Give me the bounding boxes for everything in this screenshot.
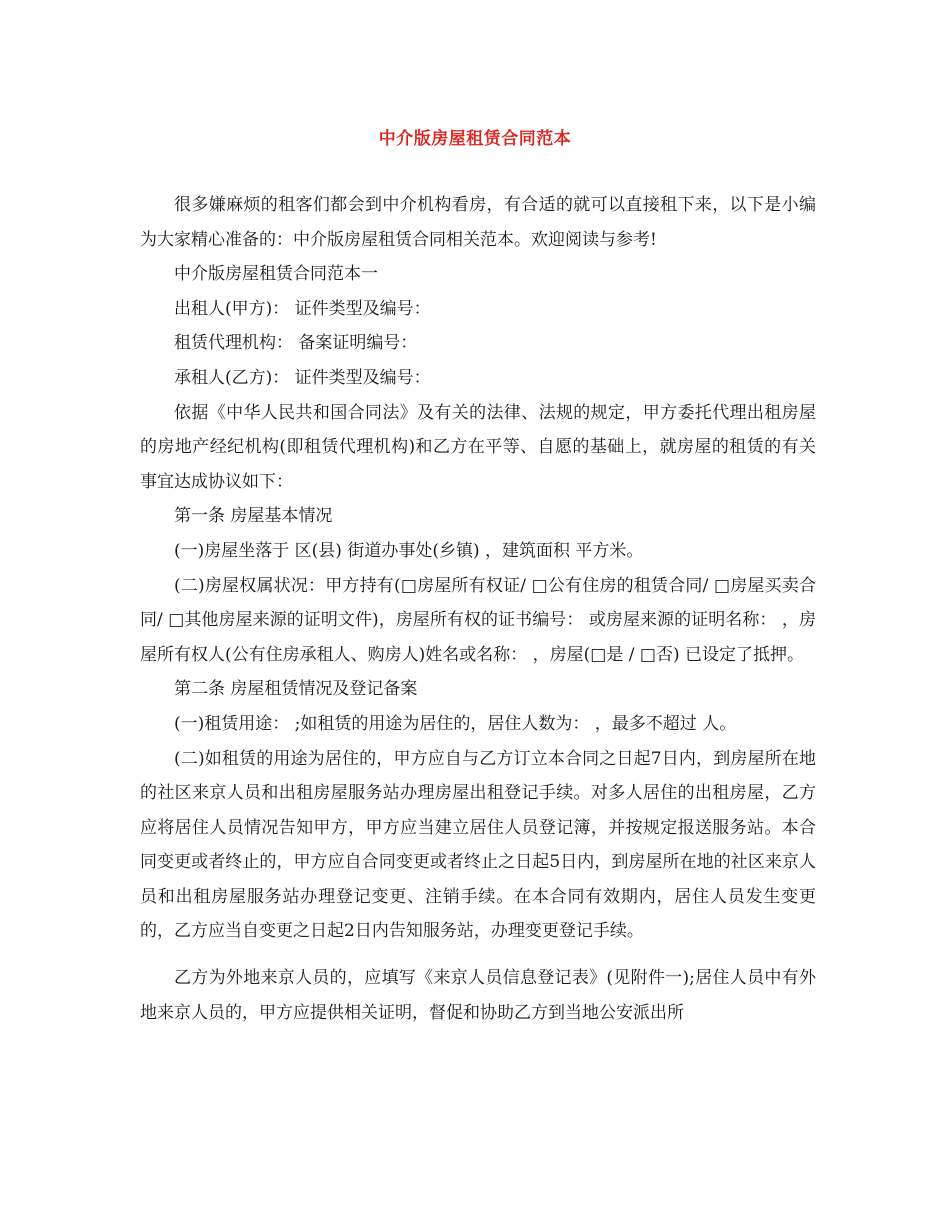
article-2-continuation: 乙方为外地来京人员的，应填写《来京人员信息登记表》(见附件一);居住人员中有外地来京人员的，甲方应提供相关证明，督促和协助乙方到当地公安派出所 [140, 968, 816, 1023]
agency-line: 租赁代理机构： 备案证明编号： [174, 333, 418, 354]
intro-paragraph: 很多嫌麻烦的租客们都会到中介机构看房，有合适的就可以直接租下来，以下是小编为大家精心准备的：中介版房屋租赁合同相关范本。欢迎阅读与参考! [140, 195, 816, 250]
article-1-heading: 第一条 房屋基本情况 [174, 506, 333, 527]
lessor-line: 出租人(甲方)： 证件类型及编号： [174, 298, 431, 319]
preamble-paragraph: 依据《中华人民共和国合同法》及有关的法律、法规的规定，甲方委托代理出租房屋的房地产经纪机构(即租赁代理机构)和乙方在平等、自愿的基础上，就房屋的租赁的有关事宜达成协议如下： [140, 402, 816, 492]
article-2-clause-2: (二)如租赁的用途为居住的，甲方应自与乙方订立本合同之日起7日内，到房屋所在地的社区来京人员和出租房屋服务站办理房屋出租登记手续。对多人居住的出租房屋，乙方应将居住人员情况告知甲方，甲方应当建立居住人员登记簿，并按规定报送服务站。本合同变更或者终止的，甲方应自合同变更或者终止之日起5日内，到房屋所在地的社区来京人员和出租房屋服务站办理登记变更、注销手续。在本合同有效期内，居住人员发生变更的，乙方应当自变更之日起2日内告知服务站，办理变更登记手续。 [140, 748, 816, 942]
lessee-line: 承租人(乙方)： 证件类型及编号： [174, 367, 431, 388]
article-1-clause-1: (一)房屋坐落于 区(县) 街道办事处(乡镇) ，建筑面积 平方米。 [174, 540, 644, 561]
article-2-heading: 第二条 房屋租赁情况及登记备案 [174, 679, 418, 700]
document-title: 中介版房屋租赁合同范本 [378, 129, 572, 149]
article-1-clause-2: (二)房屋权属状况：甲方持有(□房屋所有权证/ □公有住房的租赁合同/ □房屋买卖合同/ □其他房屋来源的证明文件)，房屋所有权的证书编号： 或房屋来源的证明名称： ，房屋所有权人(公有住房承租人、购房人)姓名或名称： ，房屋(□是 / □否) 已设定了抵押。 [140, 575, 816, 665]
sample-heading: 中介版房屋租赁合同范本一 [174, 264, 378, 285]
document-body [140, 188, 816, 1030]
article-2-clause-1: (一)租赁用途： ;如租赁的用途为居住的，居住人数为： ，最多不超过 人。 [174, 713, 737, 734]
